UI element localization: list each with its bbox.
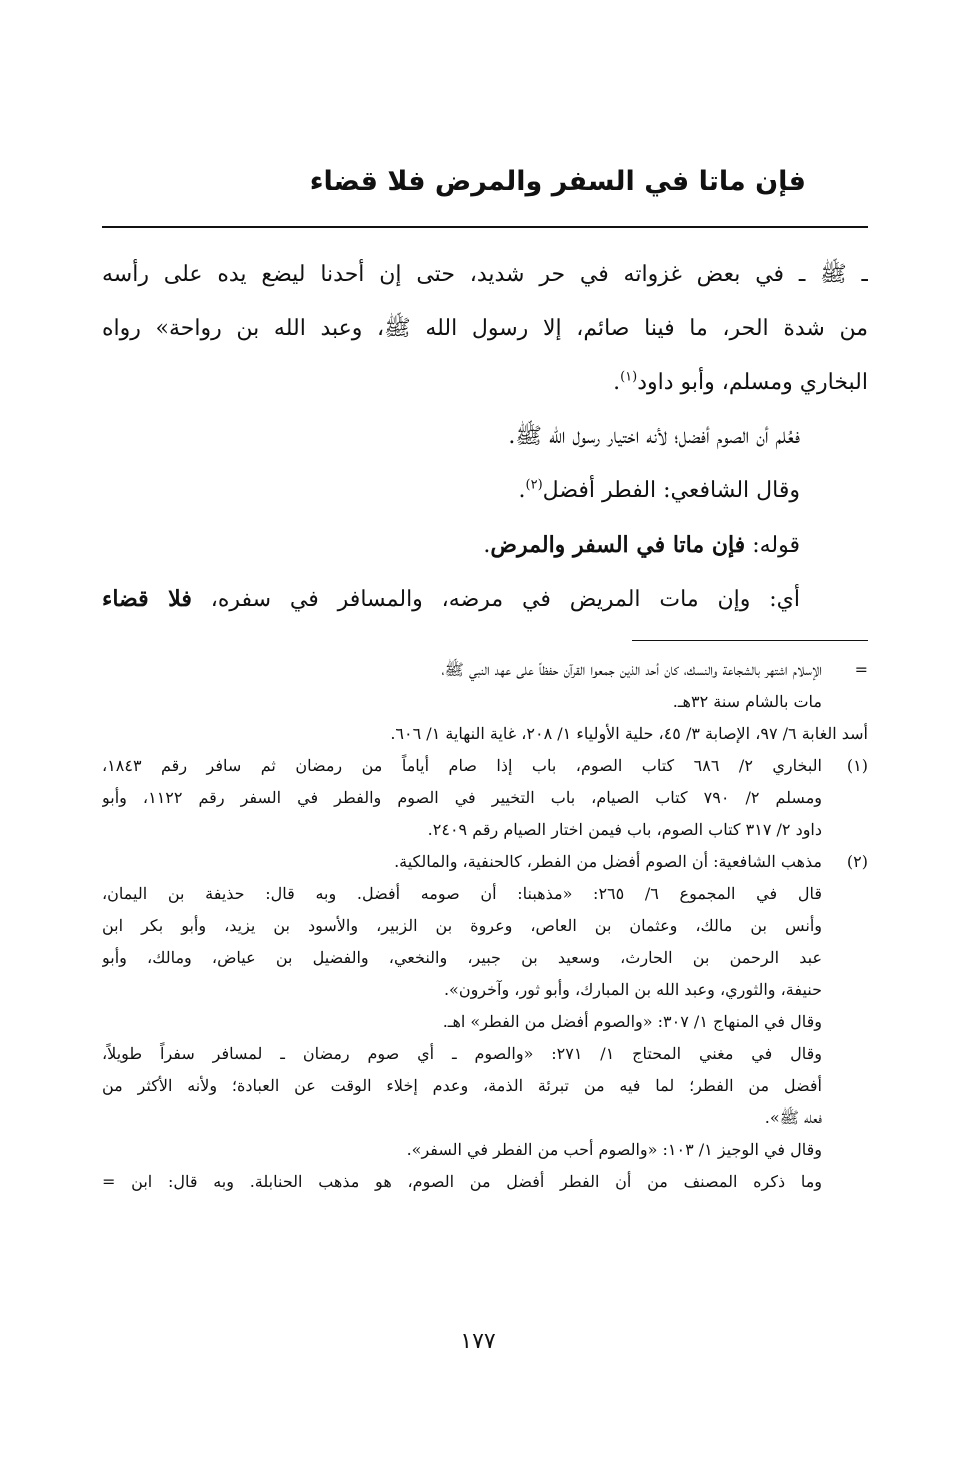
main-line-end: . [483,533,491,558]
footnote-line: داود ٢/ ٣١٧ كتاب الصوم، باب فيمن اختار الصيام رقم ٢٤٠٩. [427,820,822,839]
footnote-ref-1: (١) [620,369,638,385]
footnote-line: وأنس بن مالك، وعثمان بن العاص، وعروة بن الزبير، والأسود بن يزيد، وأبو بكر ابن [102,916,822,935]
footnote-line: وقال في المنهاج ١/ ٣٠٧: «والصوم أفضل من الفطر» اهـ. [442,1012,822,1031]
footnote-line: وقال في مغني المحتاج ١/ ٢٧١: «والصوم ـ أي صوم رمضان ـ لمسافر سفراً طويلاً، [102,1044,822,1063]
footnote-line: وما ذكره المصنف من أن الفطر أفضل من الصوم، هو مذهب الحنابلة. وبه قال: ابن = [102,1172,822,1191]
main-line-text: وقال الشافعي: الفطر أفضل [542,478,800,503]
footnote-line: أسد الغابة ٦/ ٩٧، الإصابة ٣/ ٤٥، حلية الأولياء ١/ ٢٠٨، غاية النهاية ١/ ٦٠٦. [390,724,868,743]
footnote-separator [632,640,868,641]
header-divider [102,226,868,228]
running-header: فإن ماتا في السفر والمرض فلا قضاء [309,166,806,197]
footnote-line: عبد الرحمن بن الحارث، وسعيد بن جبير، والنخعي، والفضيل بن عياض، ومالك، وأبو [102,948,822,967]
main-line: من شدة الحر، ما فينا صائم، إلا رسول الله ﷺ، وعبد الله بن رواحة» رواه [102,316,868,341]
footnotes [102,654,868,1198]
matn-quote: فإن ماتا في السفر والمرض [490,532,746,558]
main-line-end: . [613,370,621,395]
footnote-line: حنيفة، والثوري، وعبد الله بن المبارك، وأبو ثور، وآخرون». [443,980,822,999]
main-line [102,572,868,626]
footnote-line: أفضل من الفطر؛ لما فيه من تبرئة الذمة، وعدم إخلاء الوقت عن العبادة؛ ولأنه الأكثر من [102,1076,822,1095]
main-line: ـ ﷺ ـ في بعض غزواته في حر شديد، حتى إن أحدنا ليضع يده على رأسه [102,262,868,287]
footnote-line: قال في المجموع ٦/ ٢٦٥: «مذهبنا: أن صومه أفضل. وبه قال: حذيفة بن اليمان، [102,884,822,903]
main-line-text: البخاري ومسلم، وأبو داود [637,370,868,395]
footnote-line: فعله ﷺ». [764,1108,822,1127]
footnote-line: مات بالشام سنة ٣٢هـ. [672,692,822,711]
page-number: ١٧٧ [460,1329,496,1354]
main-line: فعُلم أن الصوم أفضل؛ لأنه اختيار رسول الله ﷺ. [508,424,800,449]
main-line [102,356,868,410]
main-line-prefix: قوله: [745,533,800,558]
footnote-2: (٢) مذهب الشافعية: أن الصوم أفضل من الفطر، كالحنفية، والمالكية. [102,846,868,878]
main-line [102,518,868,572]
footnote-ref-2: (٢) [525,477,543,493]
footnote-line: وقال في الوجيز ١/ ١٠٣: «والصوم أحب من الفطر في السفر». [406,1140,822,1159]
footnote-number: (٢) [846,852,868,871]
main-line [102,464,868,518]
matn-quote: فلا قضاء [102,586,192,612]
main-line-text: أي: وإن مات المريض في مرضه، والمسافر في سفره، [191,587,801,612]
continuation-mark: = [854,660,868,679]
footnote-1: (١) البخاري ٢/ ٦٨٦ كتاب الصوم، باب إذا صام أياماً من رمضان ثم سافر رقم ١٨٤٣، [102,750,868,782]
main-line-end: . [518,478,526,503]
main-text [102,248,868,626]
footnote-line: ومسلم ٢/ ٧٩٠ كتاب الصيام، باب التخيير في الصوم والفطر في السفر رقم ١١٢٢، وأبو [102,788,822,807]
footnote-number: (١) [846,756,868,775]
footnote-line: = الإسلام اشتهر بالشجاعة والنسك، كان أحد الذين جمعوا القرآن حفظاً على عهد النبي ﷺ، [102,654,868,686]
